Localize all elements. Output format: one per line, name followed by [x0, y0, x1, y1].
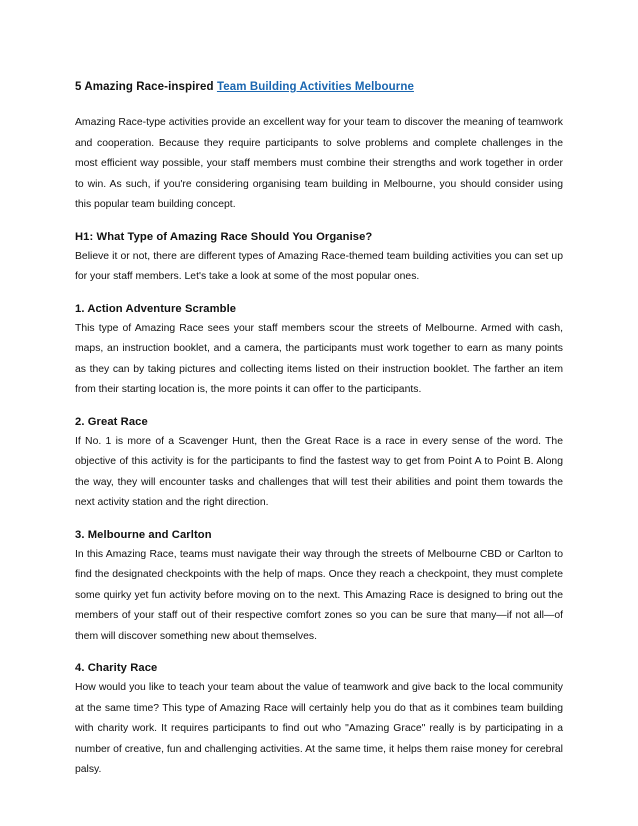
- section-body: This type of Amazing Race sees your staff members scour the streets of Melbourne. Armed with cash, maps, an instruction booklet, and a camera, the participants must work together to earn as many points as they can by taking pictures and collecting items listed on their instruction booklet. The farther an item from their starting location is, the more points it can offer to the participants.: [75, 322, 563, 395]
- document-page: [75, 80, 563, 795]
- section-action-adventure-scramble: [75, 302, 563, 401]
- document-title: [75, 80, 563, 95]
- section-body: In this Amazing Race, teams must navigate their way through the streets of Melbourne CBD or Carlton to find the designated checkpoints with the help of maps. Once they reach a checkpoint, they must complete some quirky yet fun activity before moving on to the next. This Amazing Race is designed to bring out the members of your staff out of their respective comfort zones so you can be sure that many—if not all—of them will discover something new about themselves.: [75, 548, 563, 642]
- section-body: How would you like to teach your team about the value of teamwork and give back to the local community at the same time? This type of Amazing Race will certainly help you do that as it combines team building with charity work. It requires participants to find out who "Amazing Grace" really is by participating in a number of creative, fun and challenging activities. At the same time, it helps them raise money for cerebral palsy.: [75, 682, 563, 775]
- title-prefix: 5 Amazing Race-inspired: [75, 81, 217, 93]
- section-great-race: [75, 415, 563, 514]
- section-heading: H1: What Type of Amazing Race Should You Organise?: [75, 230, 373, 243]
- section-charity-race: [75, 661, 563, 781]
- section-heading: 3. Melbourne and Carlton: [75, 528, 212, 541]
- section-h1: [75, 230, 563, 288]
- section-heading: 4. Charity Race: [75, 662, 158, 674]
- section-body: If No. 1 is more of a Scavenger Hunt, then the Great Race is a race in every sense of the word. The objective of this activity is for the participants to find the fastest way to get from Point A to Point B. Along the way, they will encounter tasks and challenges that will test their abilities and point them towards the next activity station and the right direction.: [75, 435, 563, 508]
- section-melbourne-and-carlton: [75, 528, 563, 648]
- intro-paragraph: Amazing Race-type activities provide an excellent way for your team to discover the meaning of teamwork and cooperation. Because they require participants to solve problems and complete challenges in the most efficient way possible, your staff members must combine their strengths and work together in order to win. As such, if you're considering organising team building in Melbourne, you should consider using this popular team building concept.: [75, 117, 563, 210]
- section-heading: 2. Great Race: [75, 415, 148, 428]
- section-heading: 1. Action Adventure Scramble: [75, 302, 237, 315]
- section-body: Believe it or not, there are different types of Amazing Race-themed team building activities you can set up for your staff members. Let's take a look at some of the most popular ones.: [75, 250, 563, 282]
- title-link[interactable]: Team Building Activities Melbourne: [216, 81, 414, 93]
